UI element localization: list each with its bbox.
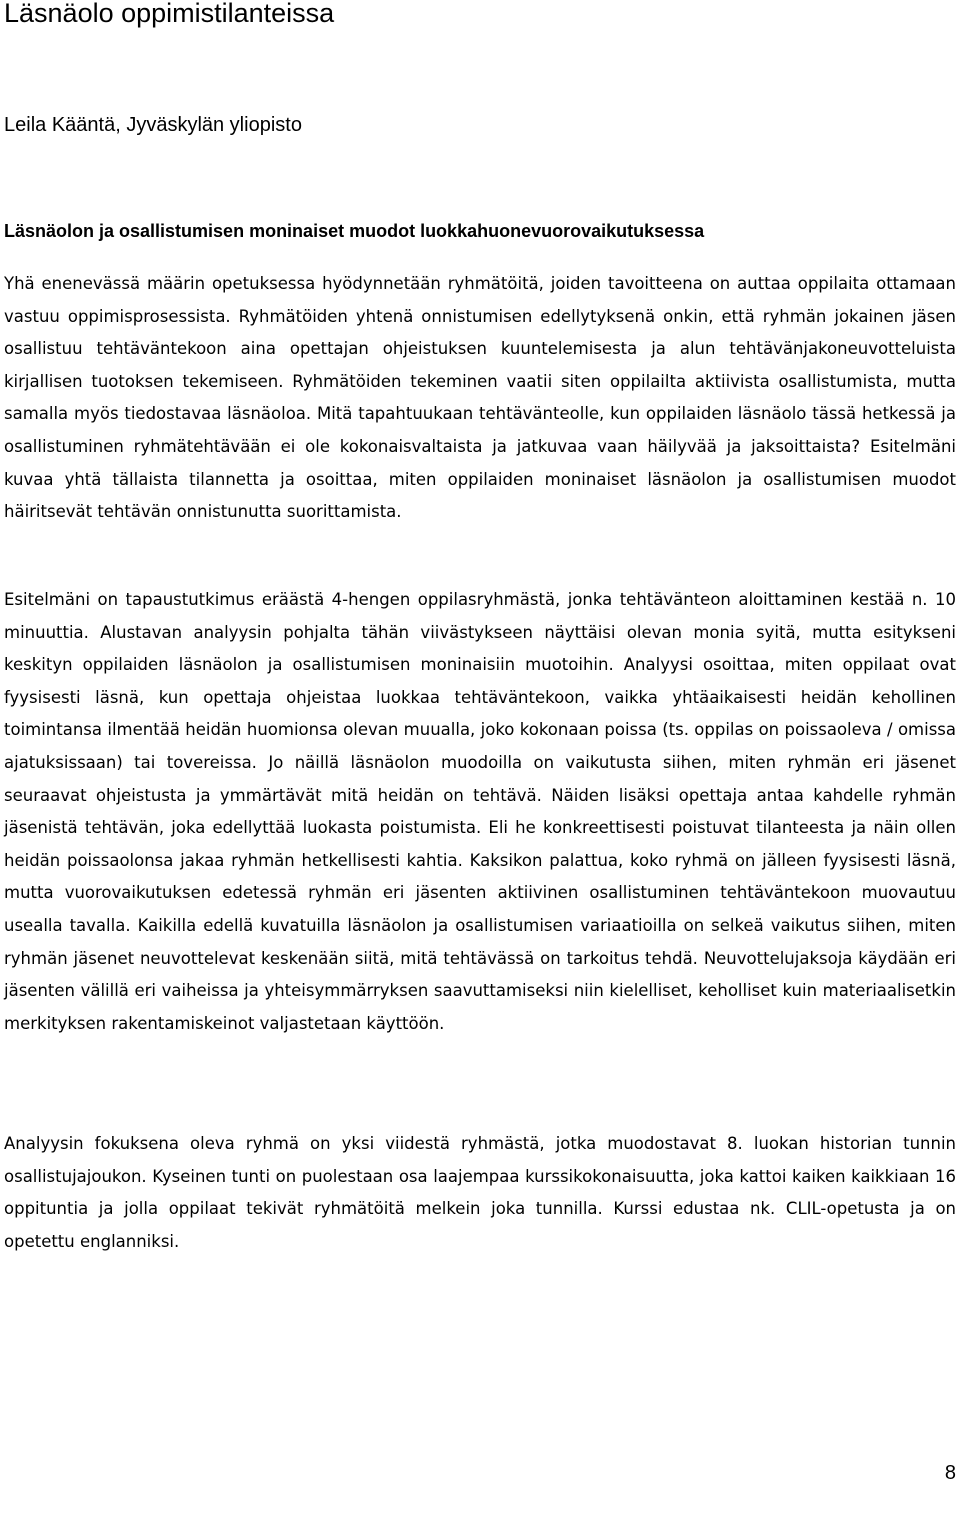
body-paragraph-3: Analyysin fokuksena oleva ryhmä on yksi viidestä ryhmästä, jotka muodostavat 8. luokan historian tunnin osallistujajoukon. Kyseinen tunti on puolestaan osa laajempaa kurssikokonaisuutta, joka kattoi kaiken kaikkiaan 16 oppituntia ja jolla oppilaat tekivät ryhmätöitä melkein joka tunnilla. Kurssi edustaa nk. CLIL-opetusta ja on opetettu englanniksi.: [4, 1134, 956, 1251]
page-number: 8: [944, 1462, 956, 1484]
body-paragraph-2: Esitelmäni on tapaustutkimus eräästä 4-hengen oppilasryhmästä, jonka tehtävänteon aloittaminen kestää n. 10 minuuttia. Alustavan analyysin pohjalta tähän viivästykseen näyttäisi olevan monia syitä, mutta esitykseni keskityn oppilaiden läsnäolon ja osallistumisen moninaisiin muotoihin. Analyysi osoittaa, miten oppilaat ovat fyysisesti läsnä, kun opettaja ohjeistaa luokkaa tehtäväntekoon, vaikka yhtäaikaisesti heidän kehollinen toimintansa ilmentää heidän huomionsa olevan muualla, joko kokonaan poissa (ts. oppilas on poissaoleva / omissa ajatuksissaan) tai tovereissa. Jo näillä läsnäolon muodoilla on vaikutusta siihen, miten ryhmän eri jäsenet seuraavat ohjeistusta ja ymmärtävät mitä heidän on tehtävä. Näiden lisäksi opettaja antaa kahdelle ryhmän jäsenistä tehtävän, joka edellyttää luokasta poistumista. Eli he konkreettisesti poistuvat tilanteesta ja näin ollen heidän poissaolonsa jakaa ryhmän hetkellisesti kahtia. Kaksikon palattua, koko ryhmä on jälleen fyysisesti läsnä, mutta vuorovaikutuksen edetessä ryhmän eri jäsenten aktiivinen osallistuminen tehtäväntekoon muovautuu usealla tavalla. Kaikilla edellä kuvatuilla läsnäolon ja osallistumisen variaatioilla on selkeä vaikutus siihen, miten ryhmän jäsenet neuvottelevat keskenään siitä, mitä tehtävässä on tarkoitus tehdä. Neuvottelujaksoja käydään eri jäsenten välillä eri vaiheissa ja yhteisymmärryksen saavuttamiseksi niin kielelliset, keholliset kuin materiaalisetkin merkityksen rakentamiskeinot valjastetaan käyttöön.: [4, 590, 956, 1033]
section-heading: Läsnäolon ja osallistumisen moninaiset muodot luokkahuonevuorovaikutuksessa: [4, 221, 705, 241]
body-paragraph-1: Yhä enenevässä määrin opetuksessa hyödynnetään ryhmätöitä, joiden tavoitteena on auttaa oppilaita ottamaan vastuu oppimisprosessista. Ryhmätöiden yhtenä onnistumisen edellytyksenä onkin, että ryhmän jokainen jäsen osallistuu tehtäväntekoon aina opettajan ohjeistuksen kuuntelemisesta ja alun tehtävänjakoneuvotteluista kirjallisen tuotoksen tekemiseen. Ryhmätöiden tekeminen vaatii siten oppilailta aktiivista osallistumista, mutta samalla myös tiedostavaa läsnäoloa. Mitä tapahtuukaan tehtävänteolle, kun oppilaiden läsnäolo tässä hetkessä ja osallistuminen ryhmätehtävään ei ole kokonaisvaltaista ja jatkuvaa vaan häilyvää ja jaksoittaista? Esitelmäni kuvaa yhtä tällaista tilannetta ja osoittaa, miten oppilaiden moninaiset läsnäolon ja osallistumisen muodot häiritsevät tehtävän onnistunutta suorittamista.: [4, 274, 956, 522]
author-affiliation: Leila Kääntä, Jyväskylän yliopisto: [4, 114, 302, 136]
document-title: Läsnäolo oppimistilanteissa: [4, 0, 335, 28]
